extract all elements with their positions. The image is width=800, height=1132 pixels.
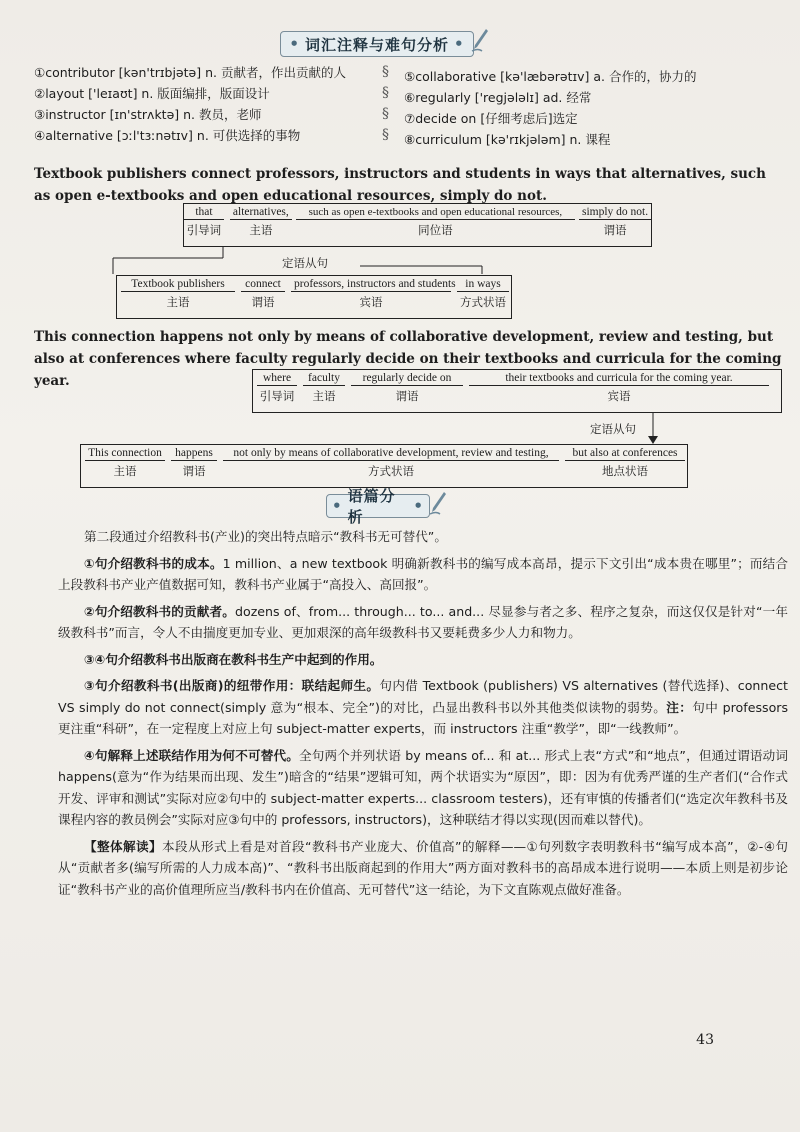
vocab-item: ③instructor [ɪn'strʌktə] n. 教员，老师: [34, 107, 262, 122]
paragraph-3: ③④句介绍教科书出版商在教科书生产中起到的作用。: [84, 651, 383, 667]
vocab-item: ⑤collaborative [kə'læbərətɪv] a. 合作的，协力的: [404, 69, 697, 84]
diagram-cell: simply do not. 谓语: [579, 204, 651, 246]
diagram-cell: This connection 主语: [85, 445, 165, 487]
vocab-item: ⑦decide on [仔细考虑后]选定: [404, 111, 578, 126]
diagram-cell: Textbook publishers 主语: [121, 276, 235, 318]
discourse-analysis: [58, 526, 788, 905]
vocab-item: ④alternative [ɔːl'tɜːnətɪv] n. 可供选择的事物: [34, 128, 301, 143]
difficult-sentence-2: This connection happens not only by means of collaborative development, review and testing, but also at conferences where faculty regularly decide on their textbooks and curricula for the coming year.: [34, 329, 782, 389]
diagram-2-label: 定语从句: [590, 422, 636, 436]
section-banner-vocab: • 词汇注释与难句分析 •: [280, 31, 474, 57]
diagram-2-arrow: [640, 412, 670, 446]
paragraph-2: ②句介绍教科书的贡献者。dozens of、from... through... to... and... 尽显参与者之多、程序之复杂，而这仅仅是针对“一年级教科书”而言，令人不由揣度更加专业、更加艰深的高年级教科书又要耗费多少人力和物力。: [58, 603, 788, 640]
paragraph-6: 【整体解读】本段从形式上看是对首段“教科书产业庞大、价值高”的解释——①句列数字表明教科书“编写成本高”，②-④句从“贡献者多(编写所需的人力成本高)”、“教科书出版商起到的作用大”两方面对教科书的高昂成本进行说明——本质上则是初步论证“教科书产业的高价值理所应当/教科书内在价值高、无可替代”这一结论，为下文直陈观点做好准备。: [58, 838, 789, 897]
diagram-cell: their textbooks and curricula for the coming year. 宾语: [469, 370, 769, 412]
pen-icon: [428, 490, 448, 516]
diagram-cell: such as open e-textbooks and open educational resources, 同位语: [296, 204, 575, 246]
vocab-list-right: [404, 66, 714, 150]
vocab-list-left: [34, 62, 380, 146]
diagram-cell: where 引导词: [257, 370, 297, 412]
page-number: 43: [696, 1032, 714, 1048]
diagram-cell: that 引导词: [184, 204, 224, 246]
paragraph-5: ④句解释上述联结作用为何不可替代。全句两个并列状语 by means of... 和 at... 形式上表“方式”和“地点”，但通过谓语动词 happens(意为“作为结果而出现、发生”)暗含的“结果”逻辑可知，两个状语实为“原因”，即：因为有优秀严谨的生产者们(“合作式开发、评审和测试”实际对应②句中的 subject-matter experts... classroom testers)，还有审慎的传播者们(“选定次年教科书及课程内容的教员例会”实际对应③句中的 professors, instructors)，这种联结才得以实现(因而难以替代)。: [58, 747, 788, 827]
section-title-discourse: 语篇分析: [347, 487, 396, 526]
paragraph-intro: 第二段通过介绍教科书(产业)的突出特点暗示“教科书无可替代”。: [84, 529, 447, 544]
vocab-item: ①contributor [kən'trɪbjətə] n. 贡献者，作出贡献的人: [34, 65, 346, 80]
diagram-cell: in ways 方式状语: [457, 276, 509, 318]
paragraph-1: ①句介绍教科书的成本。1 million、a new textbook 明确新教科书的编写成本高昂，提示下文引出“成本贵在哪里”；而结合上段教科书产业产值数据可知，教科书产业属于“高投入、高回报”。: [58, 555, 789, 592]
paragraph-4: ③句介绍教科书(出版商)的纽带作用：联结起师生。句内借 Textbook (publishers) VS alternatives (替代选择)、connect VS simply do not connect(simply 意为“根本、完全”)的对比，凸显出教科书以外其他类似读物的弱势。注：句中 professors 更注重“科研”，在一定程度上对应上句 subject-matter experts，而 instructors 注重“教学”，即“一线教师”。: [58, 678, 789, 736]
diagram-cell: faculty 主语: [303, 370, 345, 412]
section-banner-discourse: • 语篇分析 •: [326, 494, 430, 518]
diagram-cell: connect 谓语: [241, 276, 285, 318]
sentence-diagram-2-main: [80, 444, 688, 488]
difficult-sentence-1: Textbook publishers connect professors, instructors and students in ways that alternatives, such as open e-textbooks and open educational resources, simply do not.: [34, 166, 766, 204]
sentence-diagram-2-clause: [252, 369, 782, 413]
diagram-cell: regularly decide on 谓语: [351, 370, 463, 412]
diagram-cell: happens 谓语: [171, 445, 217, 487]
section-title-vocab: 词汇注释与难句分析: [304, 35, 449, 54]
sentence-diagram-1-main: [116, 275, 512, 319]
diagram-cell: but also at conferences 地点状语: [565, 445, 685, 487]
diagram-cell: alternatives, 主语: [230, 204, 292, 246]
sentence-diagram-1-clause: [183, 203, 652, 247]
pen-icon: [470, 27, 490, 53]
diagram-cell: not only by means of collaborative development, review and testing, 方式状语: [223, 445, 559, 487]
diagram-1-label: 定语从句: [282, 256, 328, 270]
diagram-cell: professors, instructors and students 宾语: [291, 276, 451, 318]
divider-swirl: § § § §: [382, 64, 389, 143]
vocab-item: ⑥regularly ['regjələlɪ] ad. 经常: [404, 90, 592, 105]
vocab-item: ②layout ['leɪaʊt] n. 版面编排，版面设计: [34, 86, 270, 101]
vocab-item: ⑧curriculum [kə'rɪkjələm] n. 课程: [404, 132, 611, 147]
